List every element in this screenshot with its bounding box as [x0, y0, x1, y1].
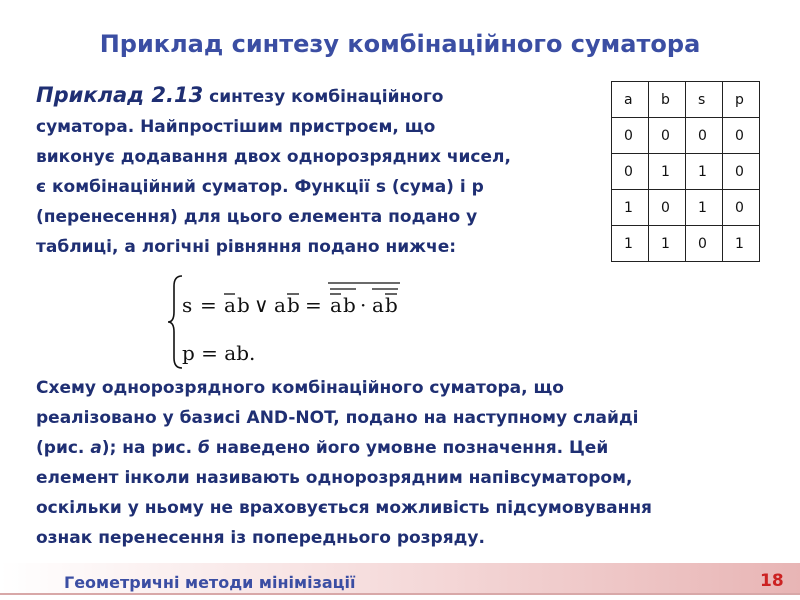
intro-line-2: суматора. Найпростішим пристроєм, що	[36, 117, 436, 137]
example-label: Приклад 2.13	[36, 83, 204, 107]
intro-line-1-rest: синтезу комбінаційного	[203, 87, 444, 107]
table-cell: 0	[649, 190, 686, 226]
outro-line-2: реалізовано у базисі AND-NOT, подано на наступному слайді	[36, 408, 639, 428]
table-cell: 1	[686, 190, 723, 226]
figure-ref-b: б	[197, 438, 210, 458]
table-cell: 0	[612, 118, 649, 154]
truth-table-row	[612, 226, 760, 262]
var-a-1: a	[224, 293, 236, 317]
outro-line-3-part-2: ); на рис.	[101, 438, 198, 458]
header-cell-p: p	[723, 82, 760, 118]
var-a-2: a	[274, 293, 286, 317]
outro-line-5: оскільки у ньому не враховується можливість підсумовування	[36, 498, 652, 518]
slide-title: Приклад синтезу комбінаційного суматора	[99, 30, 701, 58]
table-cell: 1	[649, 154, 686, 190]
truth-table-row	[612, 154, 760, 190]
footer-divider	[0, 593, 800, 595]
table-cell: 1	[612, 226, 649, 262]
outro-line-3	[36, 433, 776, 463]
table-cell: 0	[723, 190, 760, 226]
outro-line-6: ознак перенесення із попереднього розряду.	[36, 528, 485, 548]
header-cell-a: a	[612, 82, 649, 118]
header-cell-b: b	[649, 82, 686, 118]
equals-sign-2: =	[305, 293, 322, 317]
equations-svg	[160, 272, 480, 372]
var-a-4: a	[372, 293, 384, 317]
footer-title: Геометричні методи мінімізації	[64, 573, 356, 592]
table-cell: 1	[612, 190, 649, 226]
table-cell: 1	[723, 226, 760, 262]
outro-line-4: елемент інколи називають однорозрядним напівсуматором,	[36, 468, 633, 488]
var-b-1: b	[237, 293, 250, 317]
outro-line-3-part-1: (рис.	[36, 438, 91, 458]
truth-table-row	[612, 190, 760, 226]
truth-table	[611, 81, 760, 262]
intro-line-5: (перенесення) для цього елемента подано у	[36, 207, 478, 227]
sum-symbol: s	[182, 293, 193, 317]
table-cell: 0	[612, 154, 649, 190]
table-cell: 0	[686, 226, 723, 262]
table-cell: 0	[686, 118, 723, 154]
outro-line-1: Схему однорозрядного комбінаційного суматора, що	[36, 378, 564, 398]
table-cell: 0	[649, 118, 686, 154]
intro-line-3: виконує додавання двох однорозрядних чисел,	[36, 147, 511, 167]
figure-ref-a: а	[90, 438, 102, 458]
truth-table-row	[612, 118, 760, 154]
var-b-3: b	[343, 293, 356, 317]
equals-sign-1: =	[200, 293, 217, 317]
table-cell: 0	[723, 118, 760, 154]
intro-line-6: таблиці, а логічні рівняння подано нижче:	[36, 237, 457, 257]
var-b-4: b	[385, 293, 398, 317]
and-dot: ·	[360, 293, 367, 317]
intro-line-1	[36, 80, 608, 112]
var-b-2: b	[287, 293, 300, 317]
logic-equations	[160, 272, 480, 372]
header-cell-s: s	[686, 82, 723, 118]
truth-table-header-row	[612, 82, 760, 118]
table-cell: 1	[686, 154, 723, 190]
intro-paragraph	[36, 80, 608, 262]
page-number: 18	[760, 571, 784, 591]
system-brace	[168, 276, 182, 368]
or-operator: ∨	[254, 293, 269, 317]
var-a-3: a	[330, 293, 342, 317]
outro-paragraph	[36, 373, 776, 553]
intro-line-4: є комбінаційний суматор. Функції s (сума) і p	[36, 177, 484, 197]
outro-line-3-part-3: наведено його умовне позначення. Цей	[209, 438, 609, 458]
table-cell: 0	[723, 154, 760, 190]
table-cell: 1	[649, 226, 686, 262]
carry-equation: p = ab.	[182, 341, 256, 365]
